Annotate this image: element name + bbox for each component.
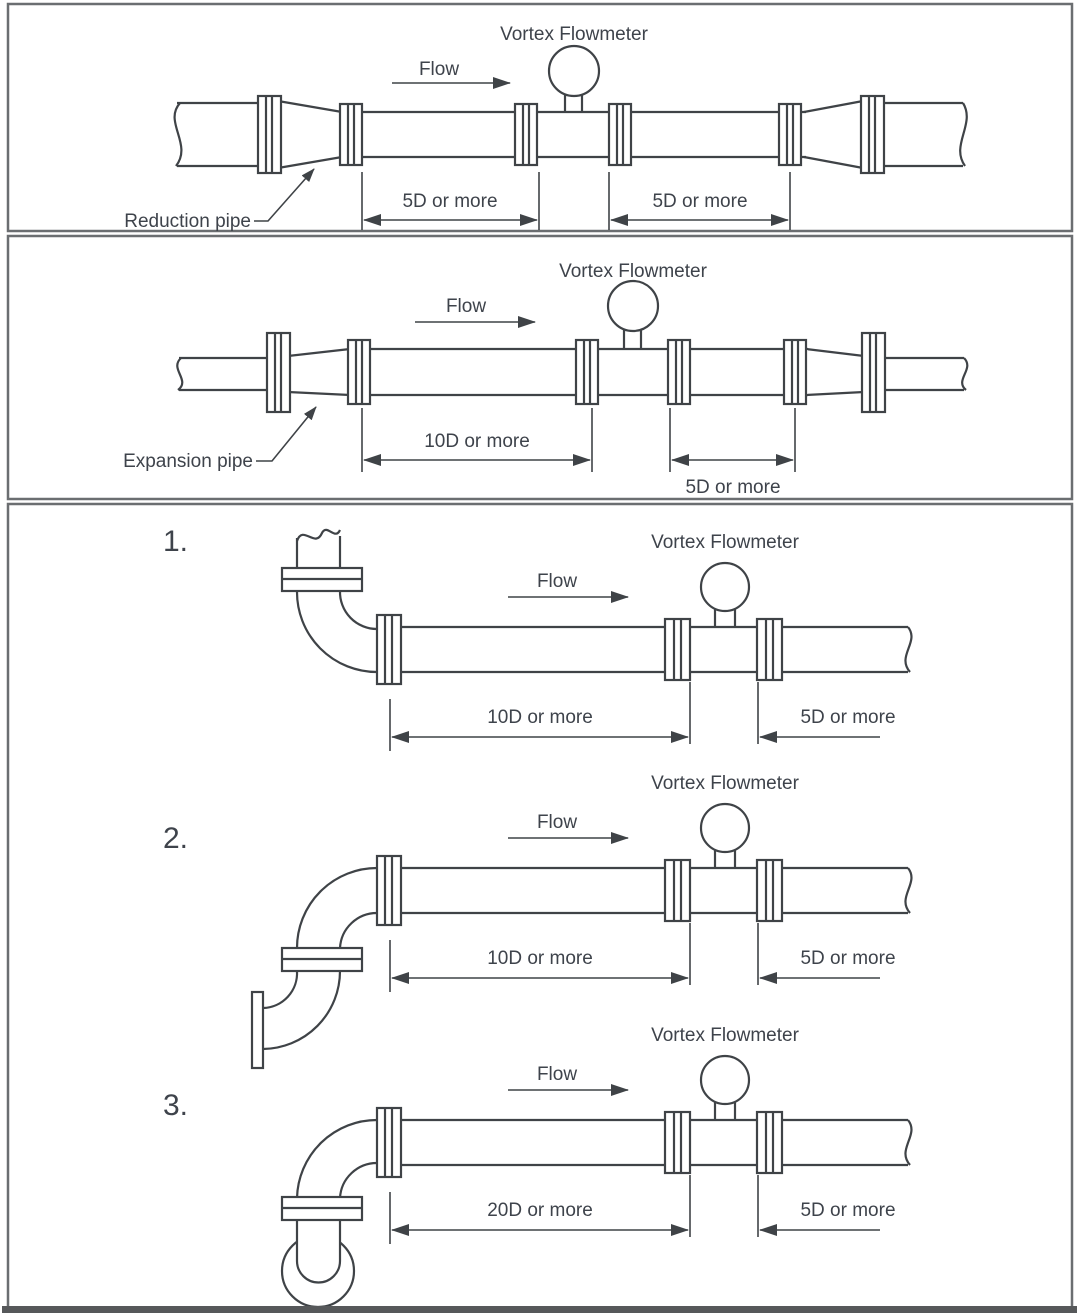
flange	[784, 340, 806, 404]
flow-label: Flow	[536, 1064, 578, 1085]
dimension-label: 5D or more	[652, 191, 748, 212]
pipe-meter-run	[385, 627, 908, 672]
pipe-meter-run	[340, 112, 806, 157]
dimension-label: 5D or more	[800, 1200, 896, 1221]
vortex-flowmeter-symbol	[701, 563, 749, 611]
flange	[609, 104, 631, 165]
component-label: Reduction pipe	[124, 211, 251, 232]
flowmeter-title: Vortex Flowmeter	[651, 532, 799, 553]
panel-expansion-pipe	[8, 236, 1072, 499]
flange	[668, 340, 690, 404]
flowmeter-title: Vortex Flowmeter	[651, 1025, 799, 1046]
flange	[576, 340, 598, 404]
dimension-label: 10D or more	[487, 948, 593, 969]
end-flange-cap	[252, 992, 263, 1068]
dimension-label: 5D or more	[800, 948, 896, 969]
flowmeter-title: Vortex Flowmeter	[651, 773, 799, 794]
flowmeter-stem	[624, 329, 641, 351]
vortex-flowmeter-symbol	[608, 281, 658, 331]
flange	[348, 340, 370, 404]
dimension-label: 5D or more	[402, 191, 498, 212]
vortex-flowmeter-symbol	[549, 46, 599, 96]
dimension-label: 10D or more	[424, 431, 530, 452]
vortex-flowmeter-symbol	[701, 804, 749, 852]
flange	[665, 619, 690, 680]
component-label: Expansion pipe	[123, 451, 253, 472]
dimension-label: 10D or more	[487, 707, 593, 728]
flange-horizontal	[282, 1197, 362, 1220]
pipe-upstream-small	[180, 358, 270, 390]
flow-label: Flow	[445, 296, 487, 317]
bottom-border	[2, 1306, 1077, 1313]
pipe-meter-run	[385, 868, 908, 913]
config-number: 3.	[163, 1089, 189, 1122]
config-number: 2.	[163, 822, 189, 855]
dimension-label: 5D or more	[685, 477, 781, 498]
loop-pipe	[297, 1218, 340, 1283]
panel-elbow-configurations	[2, 504, 1077, 1313]
panel-reduction-pipe	[8, 4, 1072, 232]
flange	[862, 333, 885, 412]
flange	[757, 1112, 782, 1173]
flowmeter-title: Vortex Flowmeter	[500, 24, 648, 45]
flange	[377, 615, 401, 684]
pipe-upstream-large	[178, 103, 266, 166]
flow-label: Flow	[418, 59, 460, 80]
flow-label: Flow	[536, 571, 578, 592]
flange	[340, 104, 362, 165]
flange	[757, 860, 782, 921]
dimension-label: 20D or more	[487, 1200, 593, 1221]
flange	[377, 856, 401, 925]
flange	[757, 619, 782, 680]
flange	[377, 1108, 401, 1177]
flange	[258, 96, 281, 173]
flange	[665, 1112, 690, 1173]
flange	[267, 333, 290, 412]
flange	[779, 104, 801, 165]
config-number: 1.	[163, 525, 189, 558]
pipe-meter-run	[385, 1120, 908, 1165]
flange	[861, 96, 884, 173]
flange	[665, 860, 690, 921]
flange-horizontal	[282, 948, 362, 971]
dimension-label: 5D or more	[800, 707, 896, 728]
vortex-flowmeter-symbol	[701, 1056, 749, 1104]
flow-label: Flow	[536, 812, 578, 833]
riser-pipe	[297, 538, 340, 571]
flange	[515, 104, 537, 165]
flowmeter-title: Vortex Flowmeter	[559, 261, 707, 282]
flange-horizontal	[282, 568, 362, 591]
